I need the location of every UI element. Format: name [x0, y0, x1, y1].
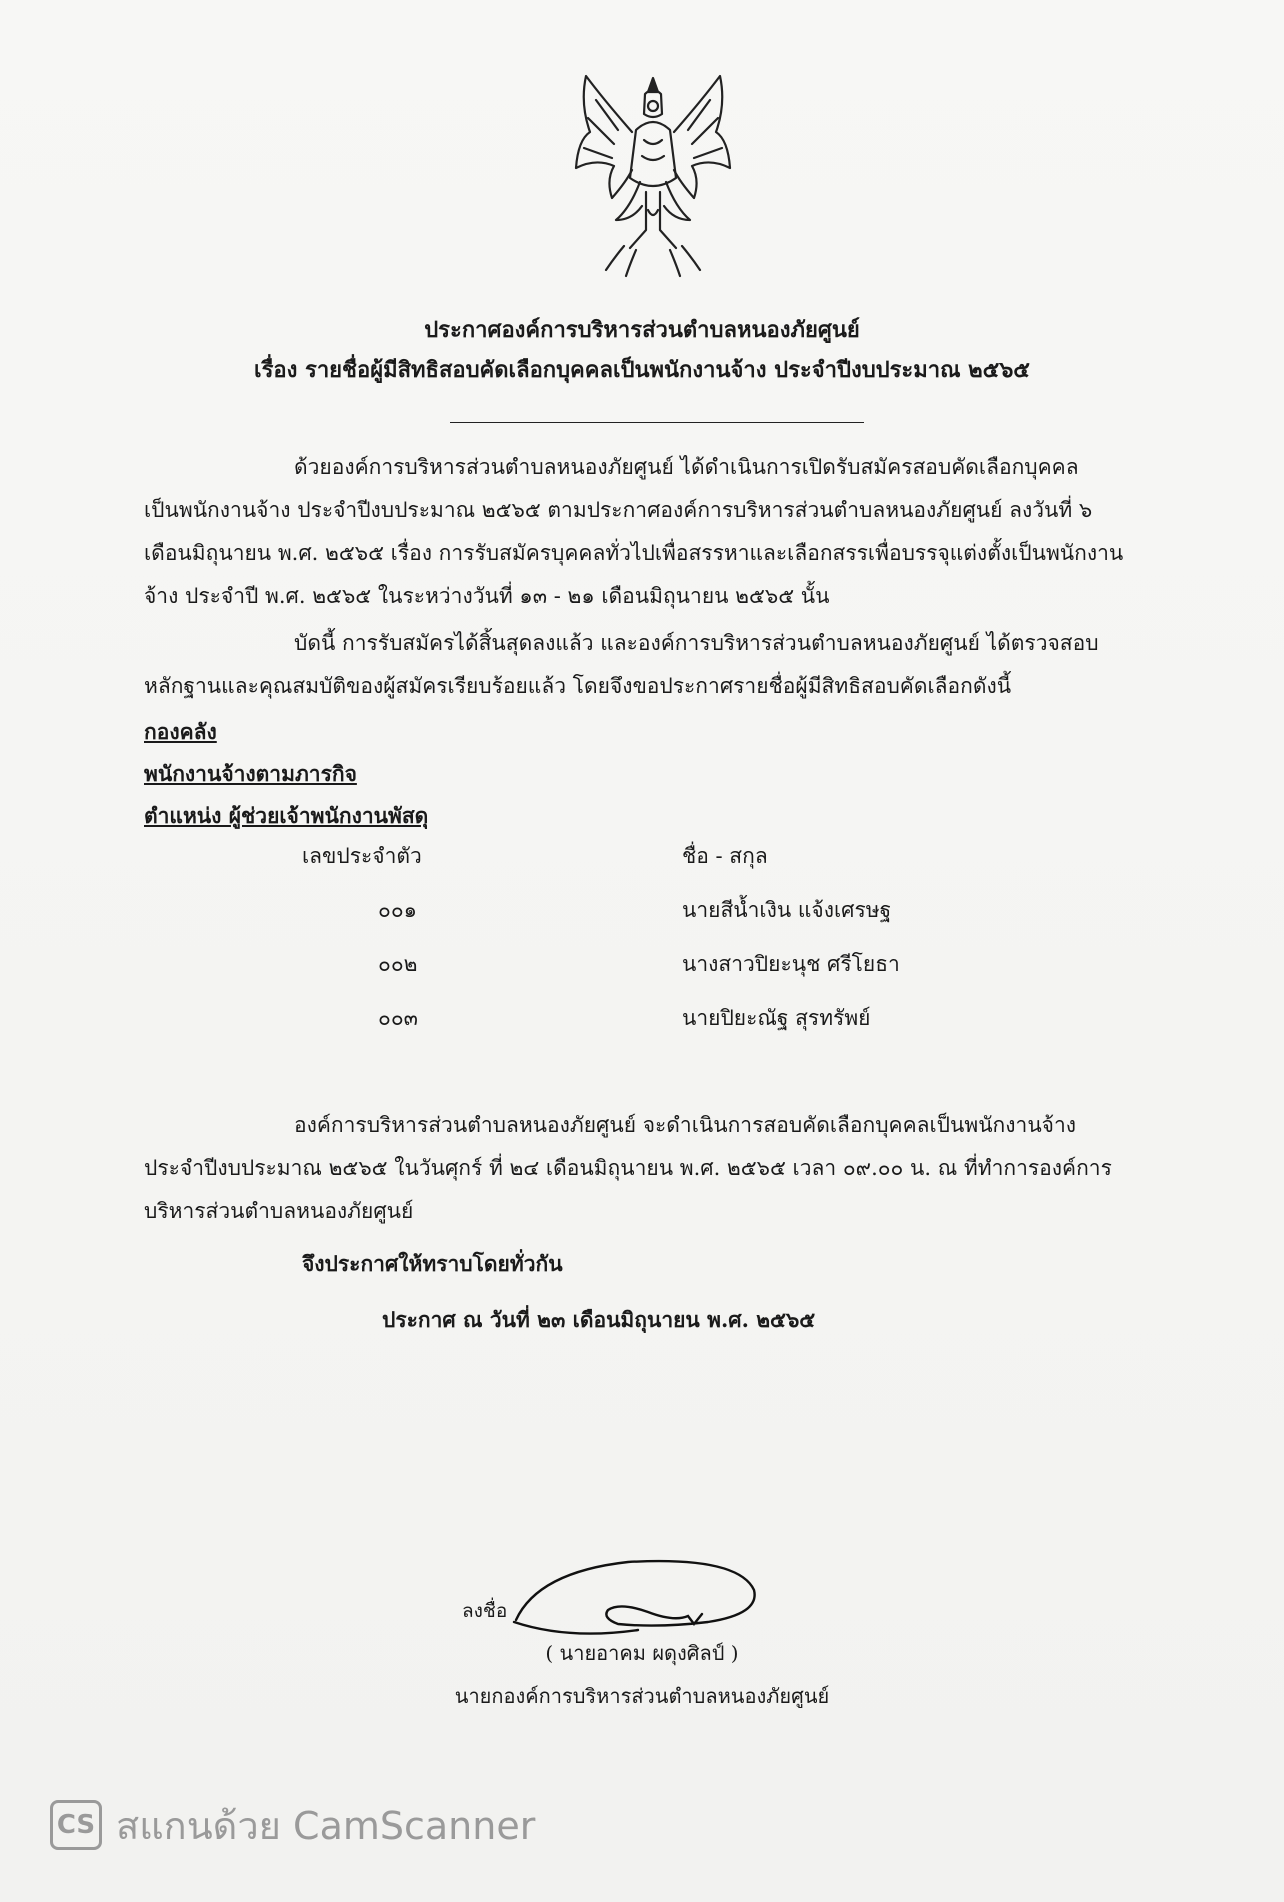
watermark-text: สแกนด้วย CamScanner [116, 1803, 536, 1848]
document-subject: เรื่อง รายชื่อผู้มีสิทธิสอบคัดเลือกบุคคลเป็นพนักงานจ้าง ประจำปีงบประมาณ ๒๕๖๕ [254, 357, 1030, 383]
paragraph-line: องค์การบริหารส่วนตำบลหนองภัยศูนย์ จะดำเนินการสอบคัดเลือกบุคคลเป็นพนักงานจ้าง [294, 1113, 1077, 1137]
paragraph-line: เป็นพนักงานจ้าง ประจำปีงบประมาณ ๒๕๖๕ ตามประกาศองค์การบริหารส่วนตำบลหนองภัยศูนย์ ลงวันที่ ๖ [144, 498, 1093, 522]
signatory-position: นายกองค์การบริหารส่วนตำบลหนองภัยศูนย์ [454, 1684, 830, 1708]
camscanner-watermark [50, 1800, 535, 1850]
division-heading: กองคลัง [144, 719, 217, 744]
paragraph-line: บัดนี้ การรับสมัครได้สิ้นสุดลงแล้ว และองค์การบริหารส่วนตำบลหนองภัยศูนย์ ได้ตรวจสอบ [294, 631, 1099, 655]
position-heading: ตำแหน่ง ผู้ช่วยเจ้าพนักงานพัสดุ [144, 803, 429, 828]
table-header-id: เลขประจำตัว [302, 844, 422, 868]
signatory-name: ( นายอาคม ผดุงศิลป์ ) [545, 1641, 739, 1665]
announcement-date: ประกาศ ณ วันที่ ๒๓ เดือนมิถุนายน พ.ศ. ๒๕๖๕ [382, 1307, 816, 1332]
paragraph-line: บริหารส่วนตำบลหนองภัยศูนย์ [144, 1199, 414, 1223]
staff-type-heading: พนักงานจ้างตามภารกิจ [144, 761, 357, 786]
table-header-name: ชื่อ - สกุล [682, 844, 768, 868]
camscanner-logo-icon: CS [50, 1800, 102, 1850]
title-divider [450, 422, 864, 423]
paragraph-line: ด้วยองค์การบริหารส่วนตำบลหนองภัยศูนย์ ได้ดำเนินการเปิดรับสมัครสอบคัดเลือกบุคคล [294, 455, 1079, 479]
paragraph-line: จ้าง ประจำปี พ.ศ. ๒๕๖๕ ในระหว่างวันที่ ๑๓ - ๒๑ เดือนมิถุนายน ๒๕๖๕ นั้น [144, 584, 830, 608]
table-row-name: นางสาวปิยะนุช ศรีโยธา [682, 952, 900, 976]
paragraph-intro [144, 446, 1180, 618]
table-row-id: ๐๐๑ [378, 898, 417, 922]
announcement-line: จึงประกาศให้ทราบโดยทั่วกัน [302, 1251, 563, 1276]
document-title: ประกาศองค์การบริหารส่วนตำบลหนองภัยศูนย์ [424, 317, 860, 343]
handwritten-signature [508, 1552, 768, 1644]
paragraph-line: เดือนมิถุนายน พ.ศ. ๒๕๖๕ เรื่อง การรับสมัครบุคคลทั่วไปเพื่อสรรหาและเลือกสรรเพื่อบรรจุแต่งตั้งเป็นพนักงาน [144, 541, 1124, 565]
table-row-id: ๐๐๒ [378, 952, 418, 976]
garuda-emblem-icon [566, 70, 740, 280]
signature-label: ลงชื่อ [462, 1600, 508, 1622]
table-row-id: ๐๐๓ [378, 1006, 418, 1030]
paragraph-exam [144, 1104, 1180, 1233]
paragraph-line: หลักฐานและคุณสมบัติของผู้สมัครเรียบร้อยแล้ว โดยจึงขอประกาศรายชื่อผู้มีสิทธิสอบคัดเลือกดังนี้ [144, 674, 1012, 698]
paragraph-line: ประจำปีงบประมาณ ๒๕๖๕ ในวันศุกร์ ที่ ๒๔ เดือนมิถุนายน พ.ศ. ๒๕๖๕ เวลา ๐๙.๐๐ น. ณ ที่ทำการองค์การ [144, 1156, 1112, 1180]
table-row-name: นายสีน้ำเงิน แจ้งเศรษฐ [682, 898, 892, 922]
paragraph-status [144, 622, 1180, 708]
table-row-name: นายปิยะณัฐ สุรทรัพย์ [682, 1006, 871, 1030]
